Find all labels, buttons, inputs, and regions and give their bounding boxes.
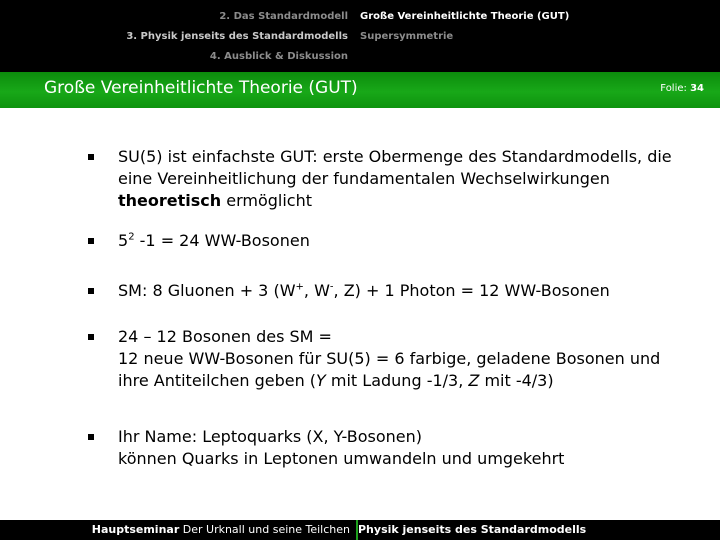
nav-subsection-susy[interactable]: Supersymmetrie [360, 31, 454, 42]
bullet-marker [88, 288, 94, 294]
bullet-text: 24 – 12 Bosonen des SM = 12 neue WW-Bosonen für SU(5) = 6 farbige, geladene Bosonen und ihre Antiteilchen geben (Y mit Ladung -1/3, Z mit -4/3) [118, 327, 661, 390]
subsection-nav [356, 0, 720, 72]
bullet-text: SM: 8 Gluonen + 3 (W+, W-, Z) + 1 Photon = 12 WW-Bosonen [118, 281, 610, 300]
bullet-marker [88, 334, 94, 340]
footer-bar [0, 520, 720, 540]
section-nav [0, 0, 356, 72]
bullet-sm-bosons [92, 280, 692, 302]
nav-section-ausblick[interactable]: 4. Ausblick & Diskussion [209, 51, 348, 62]
bullet-text: SU(5) ist einfachste GUT: erste Obermenge des Standardmodells, die eine Vereinheitlichung der fundamentalen Wechselwirkungen theoretisch ermöglicht [118, 147, 672, 210]
nav-subsection-gut[interactable]: Große Vereinheitlichte Theorie (GUT) [360, 11, 570, 22]
footer-topic: Physik jenseits des Standardmodells [358, 523, 587, 536]
bullet-boson-count [92, 230, 692, 252]
slide-number-value: 34 [690, 83, 704, 94]
bullet-marker [88, 434, 94, 440]
slide-content [0, 108, 720, 520]
nav-section-jenseits[interactable]: 3. Physik jenseits des Standardmodells [126, 31, 348, 42]
bullet-su5 [92, 146, 692, 212]
slide-number [660, 83, 704, 94]
title-bar [0, 72, 720, 108]
navigation-bar [0, 0, 720, 72]
bullet-text: Ihr Name: Leptoquarks (X, Y-Bosonen) können Quarks in Leptonen umwandeln und umgekehrt [118, 427, 565, 468]
bullet-new-bosons [92, 326, 692, 392]
footer-seminar: Hauptseminar Der Urknall und seine Teilchen [91, 523, 350, 536]
bullet-leptoquarks [92, 426, 692, 470]
nav-section-standardmodell[interactable]: 2. Das Standardmodell [219, 11, 348, 22]
bullet-marker [88, 154, 94, 160]
slide-title: Große Vereinheitlichte Theorie (GUT) [44, 78, 358, 98]
bullet-text: $5^2$ -1 = 24 WW-Bosonen [118, 231, 310, 250]
bullet-marker [88, 238, 94, 244]
bold-word: theoretisch [118, 191, 222, 210]
slide-number-label: Folie: [660, 83, 687, 94]
